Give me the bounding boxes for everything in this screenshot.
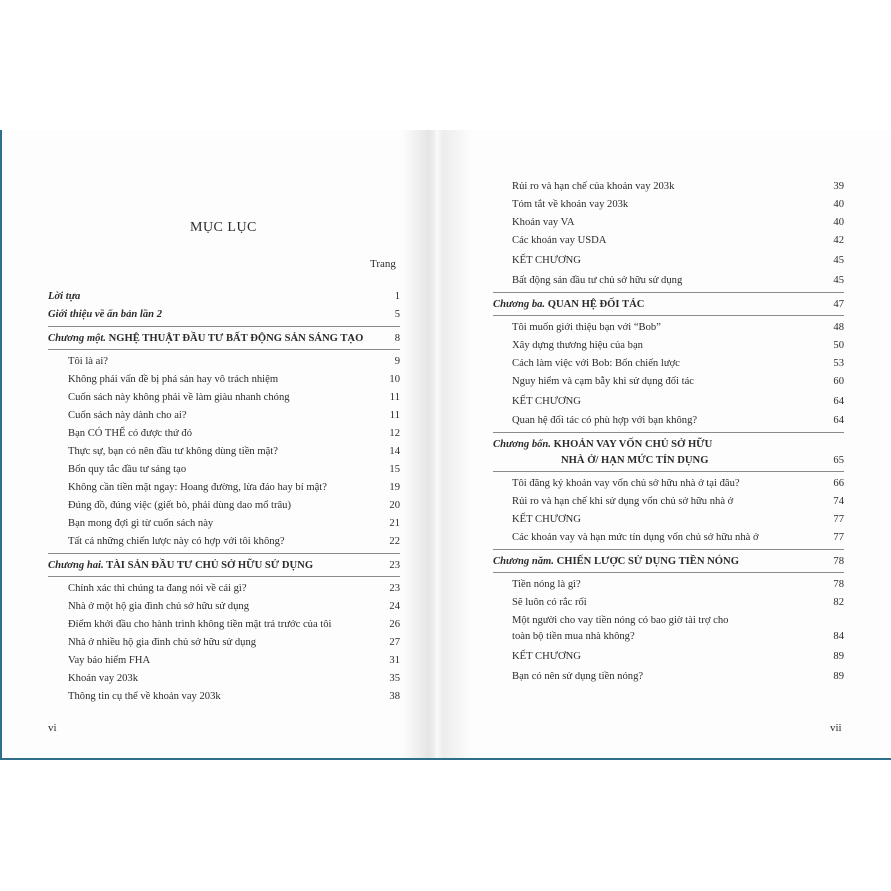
page-number: vii: [830, 722, 842, 734]
separator: [48, 326, 400, 327]
left-page: MỤC LỤC Trang Lời tựa 1 Giới thiệu về ấn bản lần 2 5 Chương một. NGHỆ THUẬT ĐẦU TƯ BẤT ĐỘNG SẢN SÁNG TẠO 8 Tôi là ai? 9 Không phải vấn đề bị phá sản hay vô trách nhiệm 10 Cuốn sách này không phải về làm giàu nhanh chóng 11 Cuốn sách này dành cho ai? 11 Bạn CÓ THỂ có được thứ đó 12 Thực sự, bạn có nên đầu tư không dùng tiền mặt? 14 Bốn quy tắc đầu tư sáng tạo 15 Không cần tiền mặt ngay: Hoang đường, lừa đảo hay bí mật? 19 Đúng đồ, đúng việc (giết bò, phải dùng dao mổ trâu) 20 Bạn mong đợi gì từ cuốn sách này 21 Tất cả những chiến lược này có hợp với tôi không? 22 Chương hai. TÀI SẢN ĐẦU TƯ CHỦ SỞ HỮU SỬ DỤNG 23 Chính xác thì chúng ta đang nói về cái gì? 23 Nhà ở một hộ gia đình chủ sở hữu sử dụng 24 Điểm khởi đầu cho hành trình không tiền mặt trả trước của tôi 26 Nhà ở nhiều hộ gia đình chủ sở hữu sử dụng 27 Vay bảo hiểm FHA 31 Khoản vay 203k 35 Thông tin cụ thể về khoản vay 203k 38 vi: [48, 220, 400, 734]
separator: [48, 576, 400, 577]
separator: [48, 553, 400, 554]
page-column-label: Trang: [370, 258, 396, 270]
separator: [493, 572, 844, 573]
separator: [48, 349, 400, 350]
chapter-heading[interactable]: Chương bốn. KHOẢN VAY VỐN CHỦ SỞ HỮU NHÀ Ở/ HẠN MỨC TÍN DỤNG 65: [493, 439, 844, 466]
separator: [493, 292, 844, 293]
right-page: Rủi ro và hạn chế của khoản vay 203k 39 Tóm tắt về khoản vay 203k 40 Khoản vay VA 40 Các khoản vay USDA 42 KẾT CHƯƠNG 45 Bất động sản đầu tư chủ sở hữu sử dụng 45 Chương ba. QUAN HỆ ĐỐI TÁC 47 Tôi muốn giới thiệu bạn với “Bob” 48 Xây dựng thương hiệu của bạn 50 Cách làm việc với Bob: Bốn chiến lược 53 Nguy hiểm và cạm bẫy khi sử dụng đối tác 60 KẾT CHƯƠNG 64 Quan hệ đối tác có phù hợp với bạn không? 64 Chương bốn. KHOẢN VAY VỐN CHỦ SỞ HỮU NHÀ Ở/ HẠN MỨC TÍN DỤNG 65 Tôi đăng ký khoản vay vốn chủ sở hữu nhà ở tại đâu? 66 Rủi ro và hạn chế khi sử dụng vốn chủ sở hữu nhà ở 74 KẾT CHƯƠNG 77 Các khoản vay và hạn mức tín dụng vốn chủ sở hữu nhà ở 77 Chương năm. CHIẾN LƯỢC SỬ DỤNG TIỀN NÓNG 78 Tiền nóng là gì? 78 Sẽ luôn có rắc rối 82 Một người cho vay tiền nóng có bao giờ tài trợ cho toàn bộ tiền mua nhà không? 84 KẾT CHƯƠNG 89 Bạn có nên sử dụng tiền nóng? 89 vii: [493, 181, 844, 734]
page-number: vi: [48, 722, 57, 734]
separator: [493, 549, 844, 550]
toc-entry[interactable]: Một người cho vay tiền nóng có bao giờ tài trợ cho toàn bộ tiền mua nhà không? 84: [512, 615, 844, 642]
separator: [493, 471, 844, 472]
separator: [493, 432, 844, 433]
separator: [493, 315, 844, 316]
toc-title: MỤC LỤC: [190, 220, 257, 235]
